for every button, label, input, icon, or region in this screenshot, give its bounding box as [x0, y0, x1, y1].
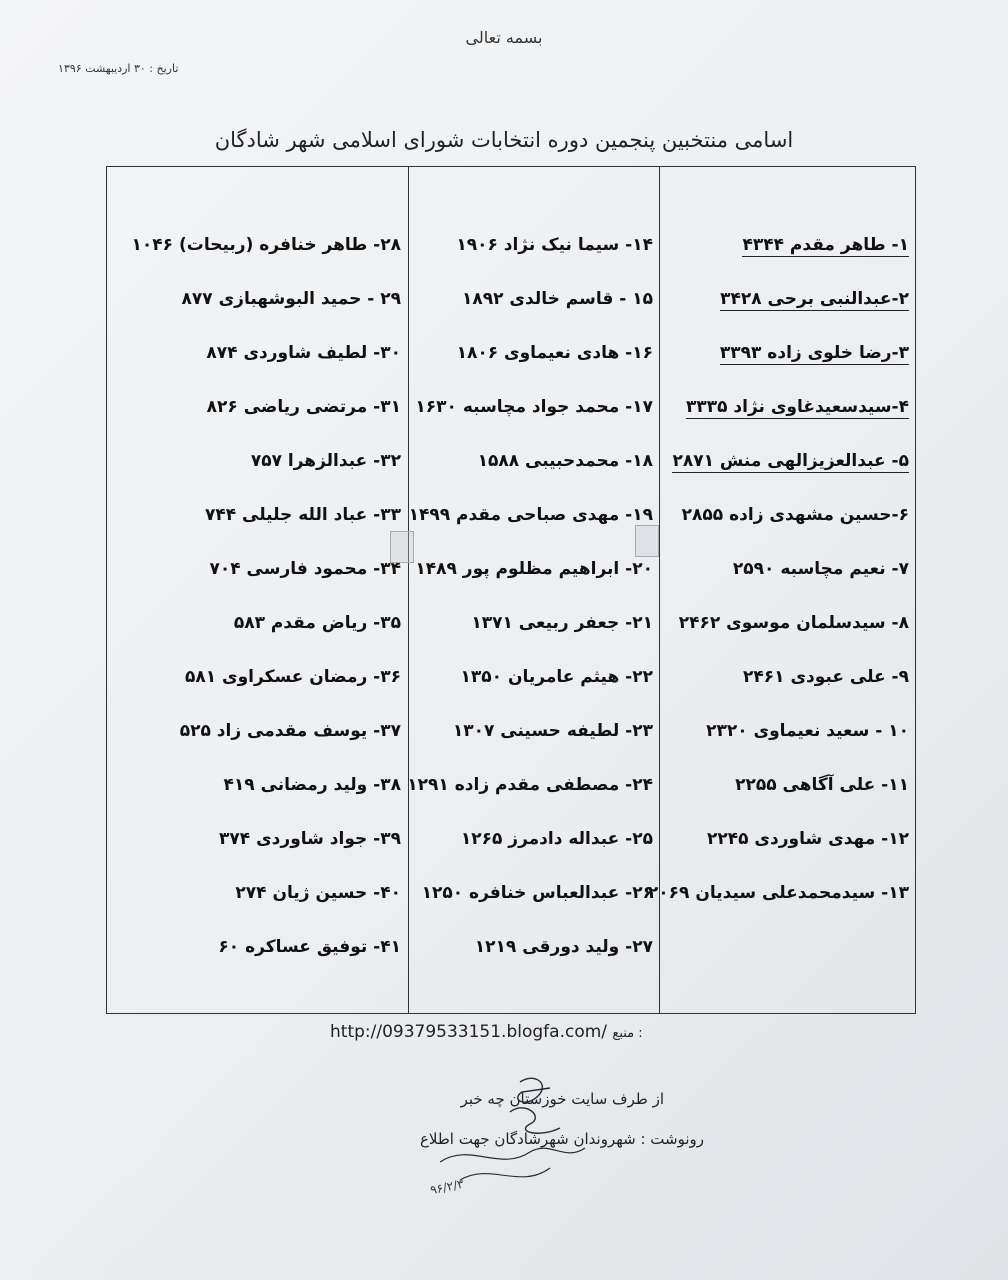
list-item: ۲۳- لطیفه حسینی ۱۳۰۷ [452, 721, 653, 741]
source-line [330, 1022, 651, 1042]
document-title: اسامی منتخبین پنجمین دوره انتخابات شورای اسلامی شهر شادگان [214, 128, 794, 152]
list-item: ۱۹- مهدی صباحی مقدم ۱۴۹۹ [408, 505, 653, 525]
list-item: ۱۱- علی آگاهی ۲۲۵۵ [735, 775, 909, 795]
list-item: ۱۲- مهدی شاوردی ۲۲۴۵ [707, 829, 909, 849]
list-item: ۲۰- ابراهیم مظلوم پور ۱۴۸۹ [415, 559, 653, 579]
list-item: ۶-حسین مشهدی زاده ۲۸۵۵ [681, 505, 909, 525]
results-column-3 [111, 233, 401, 989]
list-item: ۱۶- هادی نعیماوی ۱۸۰۶ [456, 343, 653, 363]
list-item: ۳۰- لطیف شاوردی ۸۷۴ [206, 343, 401, 363]
list-item: ۲۸- طاهر خنافره (ربیحات) ۱۰۴۶ [131, 235, 401, 255]
list-item: ۱۴- سیما نیک نژاد ۱۹۰۶ [456, 235, 653, 255]
list-item: ۲۵- عبداله دادمرز ۱۲۶۵ [460, 829, 653, 849]
list-item: ۹- علی عبودی ۲۴۶۱ [743, 667, 909, 687]
results-table [106, 166, 916, 1014]
list-item: ۳۶- رمضان عسکراوی ۵۸۱ [184, 667, 401, 687]
list-item: ۳۴- محمود فارسی ۷۰۴ [209, 559, 401, 579]
list-item: ۳۸- ولید رمضانی ۴۱۹ [223, 775, 401, 795]
list-item: ۲-عبدالنبی برحی ۳۴۲۸ [720, 289, 909, 309]
list-item: ۲۷- ولید دورقی ۱۲۱۹ [474, 937, 653, 957]
list-item: ۲۲- هیثم عامریان ۱۳۵۰ [460, 667, 653, 687]
list-item: ۳۲- عبدالزهرا ۷۵۷ [250, 451, 401, 471]
signature-image [400, 1062, 600, 1202]
initial-stamp [390, 531, 414, 563]
source-url[interactable]: http://09379533151.blogfa.com/ [330, 1022, 608, 1042]
list-item: ۵- عبدالعزیزالهی منش ۲۸۷۱ [672, 451, 909, 471]
results-column-2 [405, 233, 653, 989]
signature-date: ۹۶/۲/۳ [428, 1176, 465, 1198]
list-item: ۸- سیدسلمان موسوی ۲۴۶۲ [678, 613, 909, 633]
list-item: ۲۴- مصطفی مقدم زاده ۱۲۹۱ [407, 775, 653, 795]
list-item: ۴۱- توفیق عساکره ۶۰ [218, 937, 401, 957]
basmala-heading: بسمه تعالی [465, 28, 543, 47]
from-line: از طرف سایت خوزستان چه خبر [460, 1090, 664, 1108]
list-item: ۲۶- عبدالعباس خنافره ۱۲۵۰ [421, 883, 653, 903]
list-item: ۴۰- حسین ژیان ۲۷۴ [235, 883, 401, 903]
list-item: ۳۷- یوسف مقدمی زاد ۵۲۵ [179, 721, 401, 741]
list-item: ۴-سیدسعیدغاوی نژاد ۳۳۳۵ [685, 397, 909, 417]
list-item: ۳۳- عباد الله جلیلی ۷۴۴ [204, 505, 401, 525]
list-item: ۳۵- ریاض مقدم ۵۸۳ [233, 613, 401, 633]
list-item: ۱۷- محمد جواد مچاسبه ۱۶۳۰ [415, 397, 653, 417]
list-item: ۲۱- جعفر ربیعی ۱۳۷۱ [471, 613, 653, 633]
list-item: ۳-رضا خلوی زاده ۳۳۹۳ [719, 343, 909, 363]
list-item: ۲۹ - حمید البوشهبازی ۸۷۷ [181, 289, 401, 309]
document-date: تاریخ : ۳۰ اردیبهشت ۱۳۹۶ [58, 62, 179, 75]
initial-stamp [635, 525, 659, 557]
list-item: ۱۰ - سعید نعیماوی ۲۳۲۰ [706, 721, 909, 741]
results-column-1 [647, 233, 909, 935]
source-label: منبع : [612, 1026, 643, 1041]
list-item: ۷- نعیم مچاسبه ۲۵۹۰ [732, 559, 909, 579]
list-item: ۱۵ - قاسم خالدی ۱۸۹۲ [462, 289, 653, 309]
list-item: ۱- طاهر مقدم ۴۳۴۴ [742, 235, 909, 255]
copy-line: رونوشت : شهروندان شهرشادگان جهت اطلاع [419, 1130, 704, 1148]
list-item: ۳۱- مرتضی ریاضی ۸۲۶ [206, 397, 401, 417]
list-item: ۳۹- جواد شاوردی ۳۷۴ [219, 829, 401, 849]
list-item: ۱۳- سیدمحمدعلی سیدیان ۲۰۶۹ [647, 883, 909, 903]
list-item: ۱۸- محمدحبیبی ۱۵۸۸ [477, 451, 653, 471]
